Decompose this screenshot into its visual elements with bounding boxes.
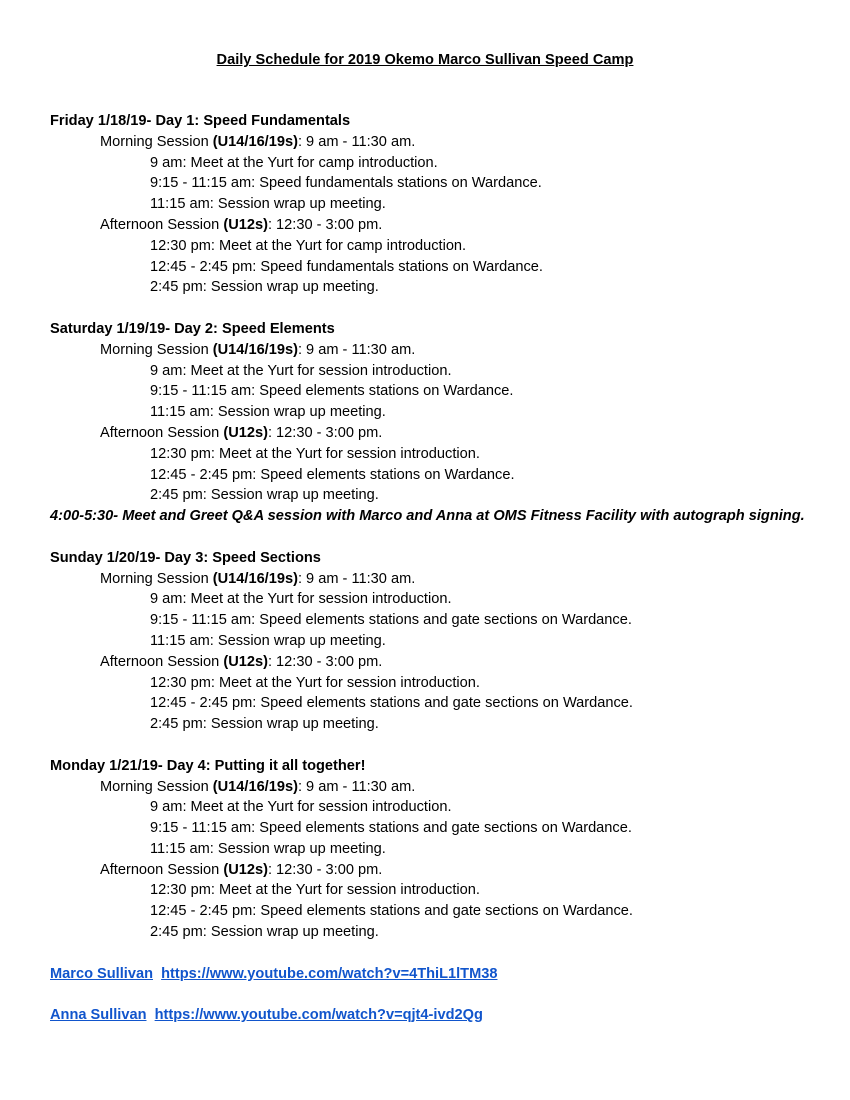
schedule-item: 12:30 pm: Meet at the Yurt for session introduction. [150,882,480,899]
schedule-item: 9 am: Meet at the Yurt for session introduction. [150,591,452,608]
afternoon-session-line [50,215,810,236]
person-link[interactable]: Marco Sullivan [50,965,153,982]
spacer [50,943,810,964]
day-heading: Friday 1/18/19- Day 1: Speed Fundamentals [50,113,351,129]
session-label: Morning Session [100,778,213,795]
spacer [50,735,810,756]
video-url-link[interactable]: https://www.youtube.com/watch?v=qjt4-ivd2Qg [154,1007,483,1024]
schedule-item: 2:45 pm: Session wrap up meeting. [150,487,379,504]
schedule-item: 12:45 - 2:45 pm: Speed elements stations and gate sections on Wardance. [150,903,633,920]
video-link-row [50,1005,810,1026]
session-time: : 12:30 - 3:00 pm. [267,861,383,878]
schedule-item: 9:15 - 11:15 am: Speed elements stations on Wardance. [150,383,514,400]
afternoon-session-line [50,860,810,881]
day-heading: Saturday 1/19/19- Day 2: Speed Elements [50,320,335,337]
morning-session-line [50,777,810,798]
session-label: Morning Session [100,133,213,150]
schedule-item: 2:45 pm: Session wrap up meeting. [150,279,379,296]
schedule-item: 9:15 - 11:15 am: Speed elements stations and gate sections on Wardance. [150,612,632,629]
session-time: : 9 am - 11:30 am. [297,778,416,795]
schedule-item: 9 am: Meet at the Yurt for session introduction. [150,362,452,379]
schedule-item: 11:15 am: Session wrap up meeting. [150,196,386,213]
person-link[interactable]: Anna Sullivan [50,1007,147,1024]
schedule-item: 9 am: Meet at the Yurt for camp introduction. [150,154,438,171]
session-label: Afternoon Session [100,424,224,441]
schedule [50,111,810,1026]
session-time: : 12:30 - 3:00 pm. [267,653,383,670]
schedule-item: 11:15 am: Session wrap up meeting. [150,404,386,421]
session-label: Afternoon Session [100,861,224,878]
schedule-item: 9:15 - 11:15 am: Speed elements stations and gate sections on Wardance. [150,820,632,837]
schedule-item: 12:30 pm: Meet at the Yurt for session introduction. [150,674,480,691]
spacer [50,298,810,319]
spacer [50,527,810,548]
session-time: : 12:30 - 3:00 pm. [267,216,383,233]
session-group: (U14/16/19s) [212,133,298,150]
session-label: Afternoon Session [100,216,224,233]
session-time: : 9 am - 11:30 am. [297,133,416,150]
session-label: Afternoon Session [100,653,224,670]
schedule-item: 12:45 - 2:45 pm: Speed elements stations and gate sections on Wardance. [150,695,633,712]
morning-session-line [50,340,810,361]
schedule-item: 11:15 am: Session wrap up meeting. [150,840,386,857]
spacer [50,984,810,1005]
session-label: Morning Session [100,570,213,587]
schedule-item: 12:45 - 2:45 pm: Speed elements stations on Wardance. [150,466,515,483]
session-group: (U14/16/19s) [212,341,298,358]
page-title: Daily Schedule for 2019 Okemo Marco Sullivan Speed Camp [216,52,634,68]
session-group: (U14/16/19s) [212,570,298,587]
afternoon-session-line [50,652,810,673]
video-link-row [50,964,810,985]
schedule-item: 9:15 - 11:15 am: Speed fundamentals stations on Wardance. [150,175,542,192]
session-group: (U12s) [223,424,268,441]
session-time: : 9 am - 11:30 am. [297,570,416,587]
schedule-item: 2:45 pm: Session wrap up meeting. [150,716,379,733]
session-group: (U12s) [223,653,268,670]
event-note: 4:00-5:30- Meet and Greet Q&A session with Marco and Anna at OMS Fitness Facility with autograph signing. [50,508,805,525]
schedule-item: 11:15 am: Session wrap up meeting. [150,632,386,649]
morning-session-line [50,569,810,590]
day-heading: Monday 1/21/19- Day 4: Putting it all together! [50,757,366,774]
schedule-item: 2:45 pm: Session wrap up meeting. [150,924,379,941]
schedule-item: 9 am: Meet at the Yurt for session introduction. [150,799,452,816]
session-group: (U12s) [223,216,268,233]
schedule-item: 12:45 - 2:45 pm: Speed fundamentals stations on Wardance. [150,258,543,275]
schedule-item: 12:30 pm: Meet at the Yurt for session introduction. [150,445,480,462]
session-time: : 9 am - 11:30 am. [297,341,416,358]
session-time: : 12:30 - 3:00 pm. [267,424,383,441]
session-group: (U12s) [223,861,268,878]
afternoon-session-line [50,423,810,444]
schedule-item: 12:30 pm: Meet at the Yurt for camp introduction. [150,237,467,254]
session-group: (U14/16/19s) [212,778,298,795]
morning-session-line [50,132,810,153]
video-url-link[interactable]: https://www.youtube.com/watch?v=4ThiL1lTM38 [161,965,498,982]
session-label: Morning Session [100,341,213,358]
day-heading: Sunday 1/20/19- Day 3: Speed Sections [50,549,321,566]
